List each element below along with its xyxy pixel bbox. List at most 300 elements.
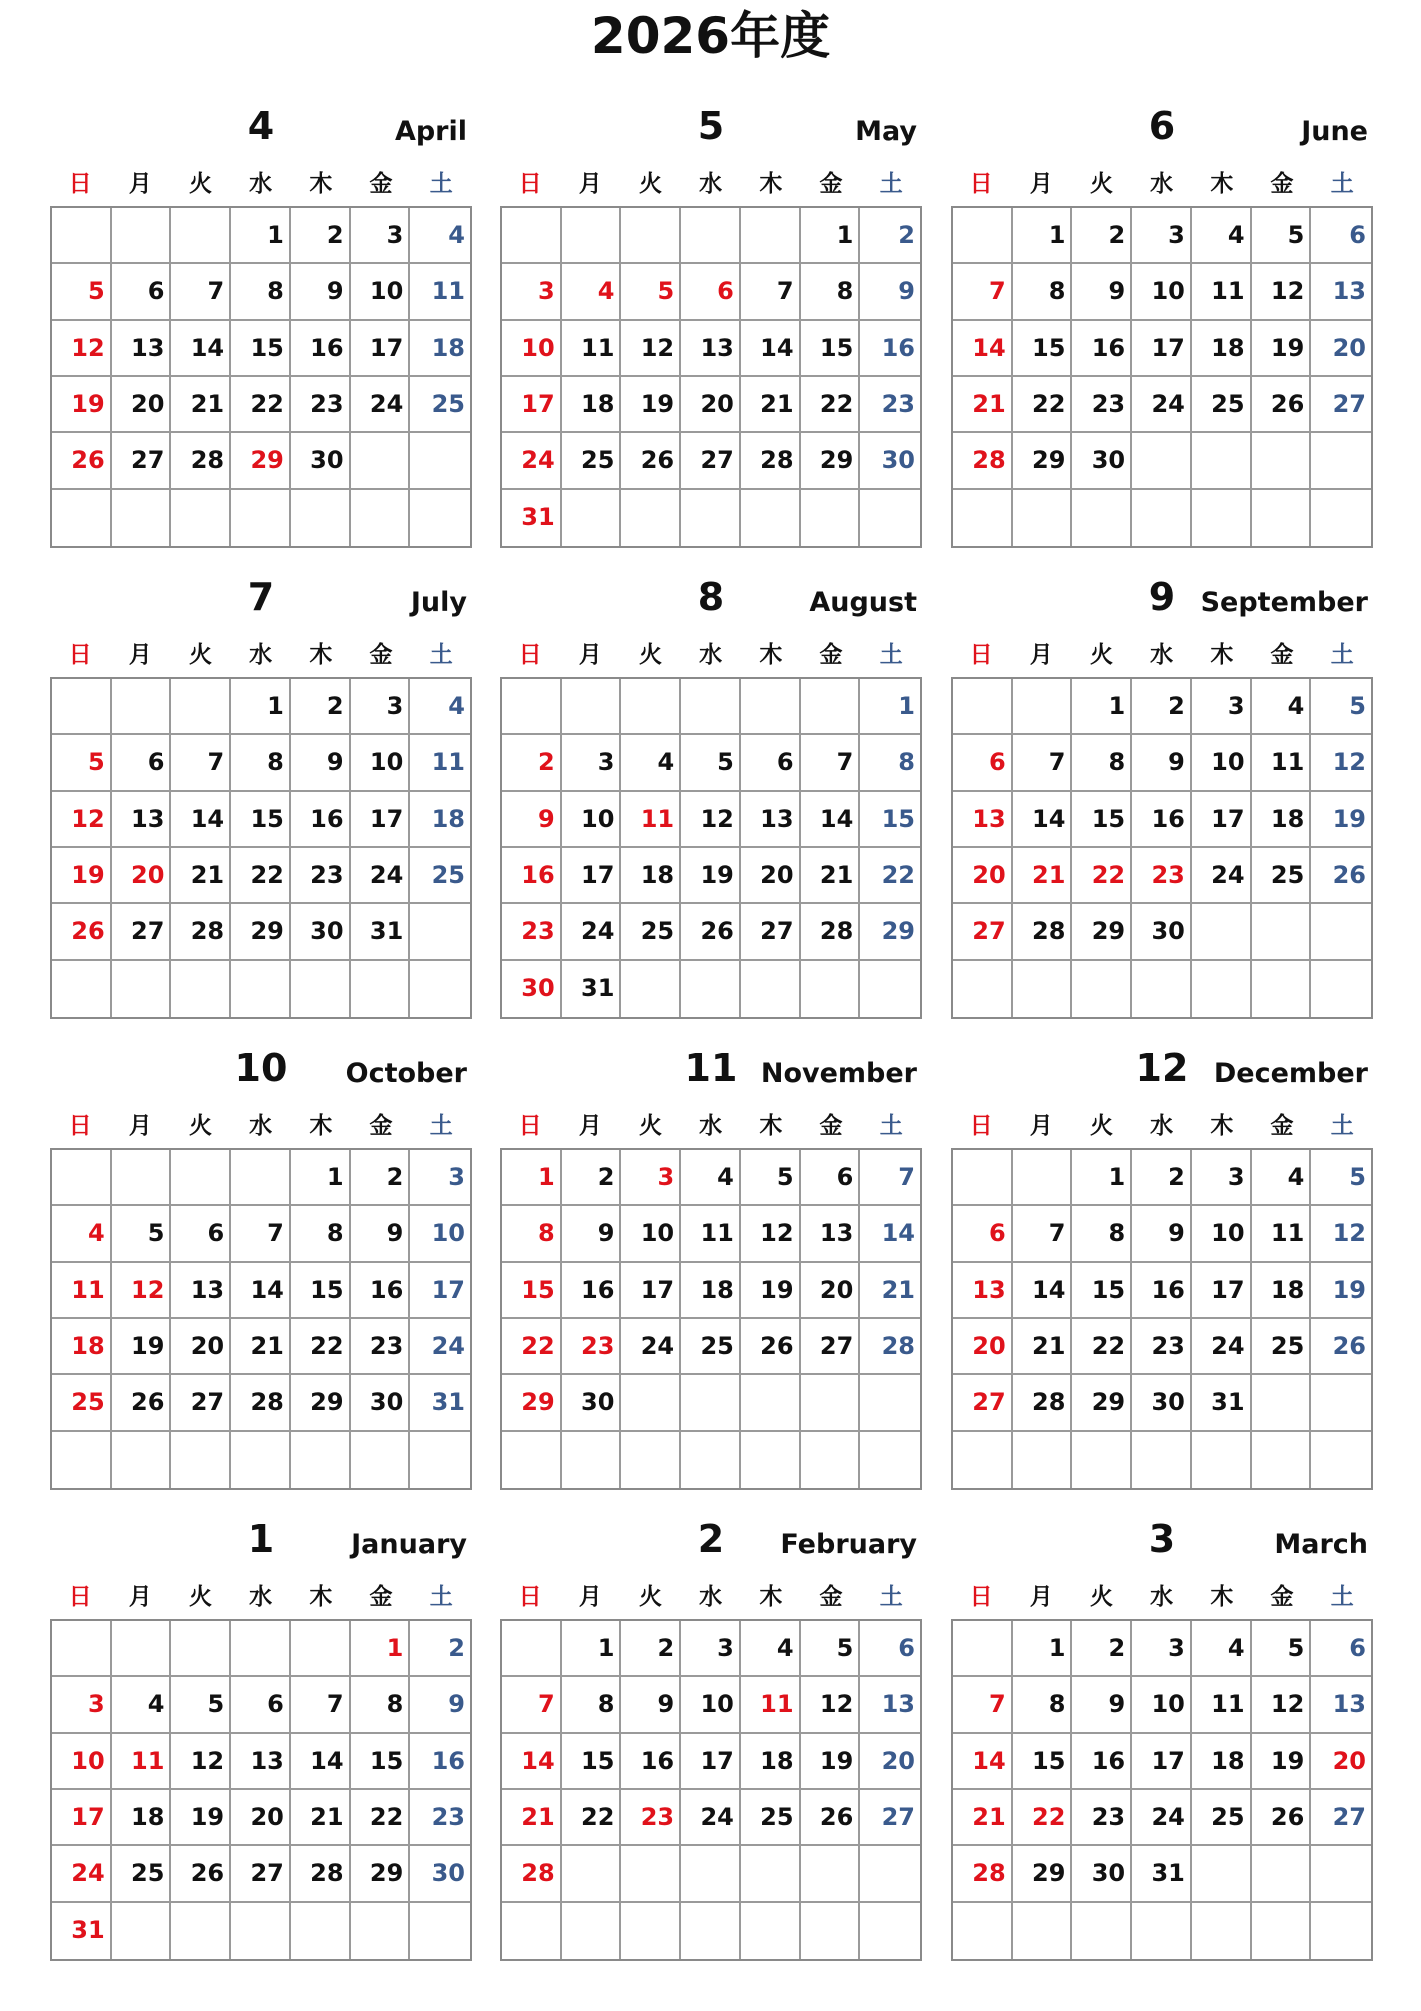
day-cell: 14 [801,792,861,848]
day-cell: 21 [1013,848,1073,904]
day-cell [351,433,411,489]
day-cell: 27 [953,1375,1013,1431]
day-cell [1311,961,1371,1017]
month-number: 7 [247,575,275,619]
day-cell: 17 [562,848,622,904]
day-cell: 25 [1252,848,1312,904]
day-cell: 7 [860,1150,920,1206]
month-block [500,96,922,536]
day-cell [1013,490,1073,546]
day-cell [860,1432,920,1488]
day-cell: 21 [231,1319,291,1375]
day-cell: 27 [1311,1790,1371,1846]
day-cell: 8 [1072,735,1132,791]
weekday-label: 月 [128,1584,152,1610]
weekday-label: 火 [1089,642,1113,668]
weekday-label: 水 [1150,642,1174,668]
day-cell: 22 [291,1319,351,1375]
day-cell: 6 [112,735,172,791]
day-cell: 2 [291,208,351,264]
day-cell: 18 [1252,1263,1312,1319]
day-cell: 29 [502,1375,562,1431]
weekday-label: 土 [429,1113,453,1139]
day-cell: 31 [562,961,622,1017]
day-cell [1072,1903,1132,1959]
day-cell: 7 [953,264,1013,320]
day-cell: 4 [1252,1150,1312,1206]
day-cell: 6 [801,1150,861,1206]
weekday-label: 金 [369,1113,393,1139]
weekday-row [500,1575,922,1619]
weekday-label: 金 [1270,642,1294,668]
day-cell: 21 [953,377,1013,433]
day-cell [1252,1375,1312,1431]
weekday-label: 月 [578,1584,602,1610]
day-cell: 15 [562,1734,622,1790]
day-cell [291,1621,351,1677]
weekday-label: 日 [68,642,92,668]
day-cell [52,208,112,264]
day-cell: 13 [860,1677,920,1733]
day-cell: 9 [291,735,351,791]
day-cell: 5 [112,1206,172,1262]
day-cell: 8 [231,264,291,320]
day-cell: 3 [562,735,622,791]
day-cell: 23 [860,377,920,433]
day-cell: 16 [291,792,351,848]
month-name: October [345,1058,467,1089]
day-cell [112,208,172,264]
day-cell: 24 [410,1319,470,1375]
day-cell [1013,679,1073,735]
day-cell [1311,1846,1371,1902]
day-cell: 1 [860,679,920,735]
day-cell: 31 [1192,1375,1252,1431]
day-cell: 14 [1013,1263,1073,1319]
day-cell: 8 [231,735,291,791]
day-cell: 31 [410,1375,470,1431]
day-cell: 25 [562,433,622,489]
day-cell: 21 [953,1790,1013,1846]
day-cell: 14 [291,1734,351,1790]
weekday-label: 火 [188,171,212,197]
day-cell: 26 [1311,1319,1371,1375]
day-cell [741,679,801,735]
day-cell: 25 [621,904,681,960]
weekday-label: 木 [759,1113,783,1139]
day-cell: 21 [801,848,861,904]
day-cell: 9 [1132,1206,1192,1262]
day-cell: 6 [860,1621,920,1677]
day-cell: 11 [1252,1206,1312,1262]
day-cell [681,961,741,1017]
day-cell: 14 [502,1734,562,1790]
day-cell: 23 [410,1790,470,1846]
weekday-row [50,1575,472,1619]
day-cell: 10 [502,321,562,377]
day-cell: 21 [860,1263,920,1319]
day-cell [953,1903,1013,1959]
day-cell: 2 [1132,679,1192,735]
day-cell: 7 [502,1677,562,1733]
day-cell [621,961,681,1017]
month-number: 12 [1135,1046,1189,1090]
day-cell: 22 [502,1319,562,1375]
day-cell [1013,961,1073,1017]
day-cell [860,1375,920,1431]
day-cell: 9 [410,1677,470,1733]
day-cell: 3 [502,264,562,320]
day-cell [801,679,861,735]
day-cell [112,1621,172,1677]
day-cell: 5 [171,1677,231,1733]
weekday-label: 火 [1089,171,1113,197]
day-cell: 20 [1311,1734,1371,1790]
weekday-label: 土 [1330,642,1354,668]
day-cell: 28 [231,1375,291,1431]
day-cell: 14 [741,321,801,377]
day-cell: 13 [171,1263,231,1319]
day-cell: 26 [171,1846,231,1902]
day-cell [52,1621,112,1677]
day-cell: 6 [1311,208,1371,264]
day-cell: 12 [621,321,681,377]
day-cell: 16 [1132,792,1192,848]
day-cell: 2 [860,208,920,264]
day-cell: 10 [1192,1206,1252,1262]
month-number: 6 [1148,104,1176,148]
day-cell: 15 [1072,1263,1132,1319]
day-cell: 10 [351,735,411,791]
day-cell: 4 [621,735,681,791]
day-cell [171,961,231,1017]
day-cell: 7 [1013,735,1073,791]
day-cell: 30 [860,433,920,489]
day-cell [1311,1903,1371,1959]
day-cell: 7 [171,735,231,791]
weekday-label: 木 [1210,1584,1234,1610]
day-cell [1132,961,1192,1017]
day-cell: 6 [112,264,172,320]
day-cell: 14 [171,321,231,377]
day-cell: 26 [681,904,741,960]
day-cell: 14 [231,1263,291,1319]
day-cell: 22 [231,848,291,904]
day-cell [1192,1846,1252,1902]
day-cell: 7 [801,735,861,791]
day-cell [112,490,172,546]
day-cell: 11 [1192,264,1252,320]
day-cell: 24 [1192,848,1252,904]
day-grid [500,1619,922,1961]
day-cell [562,1432,622,1488]
weekday-label: 木 [1210,642,1234,668]
weekday-label: 水 [249,1113,273,1139]
month-name: April [394,116,467,147]
weekday-label: 日 [68,1113,92,1139]
day-cell: 28 [953,433,1013,489]
day-cell [291,961,351,1017]
day-cell: 9 [1072,264,1132,320]
day-cell [953,1150,1013,1206]
day-cell: 30 [502,961,562,1017]
month-number: 10 [234,1046,288,1090]
weekday-label: 木 [1210,1113,1234,1139]
day-cell: 23 [1132,1319,1192,1375]
day-cell: 10 [410,1206,470,1262]
day-cell [1132,1903,1192,1959]
day-cell: 16 [351,1263,411,1319]
day-cell: 18 [562,377,622,433]
day-cell: 2 [562,1150,622,1206]
day-cell: 6 [953,1206,1013,1262]
day-cell [562,208,622,264]
weekday-label: 金 [369,1584,393,1610]
day-cell [112,1903,172,1959]
day-cell: 29 [1072,904,1132,960]
day-cell: 26 [1252,377,1312,433]
day-cell: 7 [171,264,231,320]
day-cell: 13 [1311,1677,1371,1733]
day-cell: 16 [1132,1263,1192,1319]
day-cell: 12 [171,1734,231,1790]
weekday-label: 土 [1330,171,1354,197]
month-name: March [1274,1529,1368,1560]
day-cell: 10 [562,792,622,848]
day-cell: 26 [1252,1790,1312,1846]
day-cell [1252,1903,1312,1959]
day-cell [52,1432,112,1488]
day-cell: 9 [562,1206,622,1262]
weekday-label: 月 [578,171,602,197]
weekday-label: 木 [309,171,333,197]
day-cell: 13 [801,1206,861,1262]
day-cell: 15 [231,792,291,848]
day-grid [951,1148,1373,1490]
day-cell: 19 [1311,792,1371,848]
day-cell: 20 [681,377,741,433]
day-cell: 25 [52,1375,112,1431]
day-cell: 10 [351,264,411,320]
day-cell: 19 [621,377,681,433]
day-cell: 16 [502,848,562,904]
day-grid [951,677,1373,1019]
day-cell: 27 [741,904,801,960]
day-cell: 22 [1013,377,1073,433]
day-cell [1072,1432,1132,1488]
day-cell: 22 [860,848,920,904]
weekday-label: 金 [819,1113,843,1139]
weekday-label: 木 [309,1113,333,1139]
day-cell: 6 [1311,1621,1371,1677]
day-cell [1192,961,1252,1017]
day-cell: 30 [410,1846,470,1902]
day-cell: 12 [741,1206,801,1262]
weekday-label: 金 [1270,1584,1294,1610]
day-cell [1192,433,1252,489]
day-cell [410,961,470,1017]
weekday-label: 木 [759,642,783,668]
day-cell: 11 [741,1677,801,1733]
day-cell [621,1846,681,1902]
day-cell: 31 [502,490,562,546]
weekday-label: 日 [969,642,993,668]
weekday-label: 水 [699,1584,723,1610]
day-cell [860,961,920,1017]
day-cell [860,490,920,546]
weekday-label: 金 [1270,1113,1294,1139]
day-cell [860,1903,920,1959]
day-cell: 9 [860,264,920,320]
day-cell [1013,1150,1073,1206]
day-cell: 14 [860,1206,920,1262]
day-cell: 12 [801,1677,861,1733]
day-cell [681,1432,741,1488]
day-cell: 15 [801,321,861,377]
day-cell [231,1150,291,1206]
weekday-row [500,162,922,206]
month-name: May [855,116,917,147]
weekday-label: 木 [309,1584,333,1610]
day-cell: 17 [681,1734,741,1790]
day-cell [1132,490,1192,546]
day-cell: 31 [52,1903,112,1959]
day-cell: 23 [1132,848,1192,904]
day-cell: 21 [171,377,231,433]
weekday-label: 月 [1029,171,1053,197]
day-cell: 13 [112,321,172,377]
weekday-label: 金 [1270,171,1294,197]
weekday-label: 月 [578,1113,602,1139]
day-cell [52,490,112,546]
weekday-label: 水 [249,171,273,197]
day-cell: 16 [860,321,920,377]
day-cell [953,1432,1013,1488]
day-cell: 30 [291,433,351,489]
day-cell: 2 [1132,1150,1192,1206]
weekday-label: 木 [759,1584,783,1610]
day-cell: 30 [291,904,351,960]
day-grid [500,677,922,1019]
day-cell: 2 [502,735,562,791]
day-cell: 15 [1072,792,1132,848]
day-cell: 25 [1192,377,1252,433]
day-cell: 28 [171,433,231,489]
month-name: August [809,587,917,618]
day-grid [951,206,1373,548]
day-cell: 15 [231,321,291,377]
day-cell: 18 [681,1263,741,1319]
weekday-label: 木 [1210,171,1234,197]
day-cell: 7 [741,264,801,320]
day-grid [50,1619,472,1961]
day-cell: 2 [1072,1621,1132,1677]
day-cell [1192,490,1252,546]
day-cell: 2 [410,1621,470,1677]
day-cell [112,1432,172,1488]
month-number: 8 [697,575,725,619]
month-block [50,567,472,1007]
day-cell: 8 [1013,1677,1073,1733]
day-cell: 28 [1013,904,1073,960]
day-cell: 22 [231,377,291,433]
day-cell [410,904,470,960]
day-cell: 19 [741,1263,801,1319]
day-cell: 31 [1132,1846,1192,1902]
day-cell [741,1903,801,1959]
day-cell: 18 [1252,792,1312,848]
day-cell: 8 [562,1677,622,1733]
day-cell: 28 [953,1846,1013,1902]
day-cell: 11 [621,792,681,848]
weekday-label: 木 [759,171,783,197]
day-cell: 18 [1192,1734,1252,1790]
weekday-label: 日 [518,1584,542,1610]
day-cell: 25 [410,377,470,433]
weekday-label: 火 [638,1584,662,1610]
day-cell: 19 [1311,1263,1371,1319]
day-cell: 17 [502,377,562,433]
day-cell: 23 [291,377,351,433]
day-cell: 24 [1132,1790,1192,1846]
day-cell: 29 [860,904,920,960]
day-cell: 24 [681,1790,741,1846]
weekday-label: 月 [1029,642,1053,668]
day-cell [681,1375,741,1431]
day-cell [171,490,231,546]
weekday-label: 金 [369,642,393,668]
day-cell: 6 [953,735,1013,791]
day-cell: 6 [681,264,741,320]
day-cell [171,1432,231,1488]
day-cell: 19 [801,1734,861,1790]
day-cell: 29 [351,1846,411,1902]
day-cell [801,1375,861,1431]
day-cell: 23 [1072,377,1132,433]
weekday-label: 月 [128,1113,152,1139]
day-cell: 28 [741,433,801,489]
day-cell: 8 [801,264,861,320]
day-cell: 5 [621,264,681,320]
day-cell: 27 [801,1319,861,1375]
day-cell: 17 [52,1790,112,1846]
day-cell [681,208,741,264]
day-cell: 3 [410,1150,470,1206]
day-cell: 21 [1013,1319,1073,1375]
month-block [500,567,922,1007]
day-cell: 3 [351,679,411,735]
day-cell: 4 [1192,208,1252,264]
day-cell: 17 [1132,1734,1192,1790]
day-cell: 1 [1013,208,1073,264]
weekday-label: 日 [518,642,542,668]
day-cell: 19 [681,848,741,904]
day-cell: 23 [1072,1790,1132,1846]
weekday-label: 火 [188,1113,212,1139]
weekday-label: 土 [429,642,453,668]
month-block [951,1038,1373,1478]
day-cell: 11 [1192,1677,1252,1733]
day-cell: 30 [351,1375,411,1431]
weekday-label: 日 [68,1584,92,1610]
day-cell [502,1621,562,1677]
day-cell: 5 [52,264,112,320]
day-cell [231,1432,291,1488]
day-cell: 24 [562,904,622,960]
day-cell: 9 [502,792,562,848]
day-cell: 27 [681,433,741,489]
day-cell [52,1150,112,1206]
